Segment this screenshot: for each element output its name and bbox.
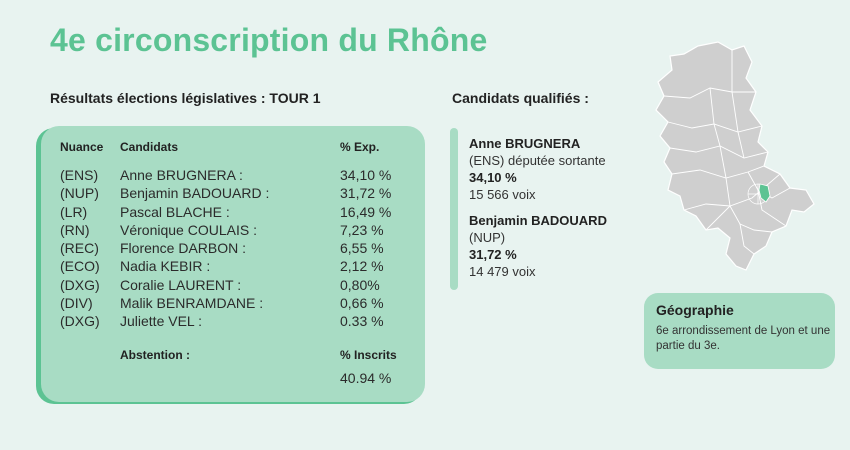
qualified-votes: 15 566 voix: [469, 187, 536, 202]
pct-value: 6,55 %: [340, 240, 384, 257]
geography-text: 6e arrondissement de Lyon et une partie du 3e.: [656, 325, 831, 352]
header-candidates: Candidats: [120, 140, 179, 154]
pct-value: 31,72 %: [340, 185, 392, 202]
candidate-name: Véronique COULAIS :: [120, 221, 257, 238]
nuance-cell: (DXG): [60, 313, 100, 330]
pct-value: 34,10 %: [340, 167, 392, 183]
nuance-cell: (RN): [60, 221, 90, 238]
nuance-cell: (LR): [60, 203, 88, 220]
candidate-name: Florence DARBON :: [120, 240, 247, 257]
nuance-cell: (ECO): [60, 258, 100, 275]
nuance-column: [60, 166, 100, 331]
qualified-heading: Candidats qualifiés :: [452, 90, 589, 106]
nuance-cell: (NUP): [60, 185, 99, 202]
abstention-value: 40.94 %: [340, 370, 392, 386]
qualified-name: Anne BRUGNERA: [469, 136, 581, 151]
pct-value: 2,12 %: [340, 258, 384, 275]
qualified-party: (ENS) députée sortante: [469, 153, 606, 168]
candidate-name: Coralie LAURENT :: [120, 276, 242, 293]
pct-value: 7,23 %: [340, 221, 384, 238]
rhone-map: [640, 40, 820, 276]
nuance-cell: (DIV): [60, 295, 93, 312]
geography-title: Géographie: [656, 302, 734, 318]
candidate-name: Pascal BLACHE :: [120, 203, 230, 220]
pct-column: [340, 166, 391, 331]
nuance-cell: (DXG): [60, 276, 100, 293]
qualified-candidate: [469, 135, 606, 203]
qualified-accent-bar: [450, 128, 458, 290]
nuance-cell: (ENS): [60, 167, 99, 183]
qualified-name: Benjamin BADOUARD: [469, 213, 607, 228]
candidate-column: [120, 166, 269, 331]
pct-value: 0,66 %: [340, 295, 384, 312]
page-title: 4e circonscription du Rhône: [50, 22, 488, 58]
pct-value: 16,49 %: [340, 203, 392, 220]
rhone-department-outline: [656, 42, 814, 270]
pct-value: 0.33 %: [340, 313, 384, 330]
qualified-party: (NUP): [469, 230, 506, 245]
nuance-cell: (REC): [60, 240, 99, 257]
qualified-pct: 31,72 %: [469, 247, 517, 262]
qualified-candidate: [469, 212, 607, 280]
qualified-pct: 34,10 %: [469, 170, 517, 185]
candidate-name: Benjamin BADOUARD :: [120, 185, 270, 202]
candidate-name: Anne BRUGNERA :: [120, 167, 243, 183]
candidate-name: Malik BENRAMDANE :: [120, 295, 264, 312]
qualified-votes: 14 479 voix: [469, 264, 536, 279]
candidate-name: Juliette VEL :: [120, 313, 202, 330]
abstention-label: Abstention :: [120, 348, 190, 362]
abstention-header: % Inscrits: [340, 348, 397, 362]
header-nuance: Nuance: [60, 140, 104, 154]
pct-value: 0,80%: [340, 276, 380, 293]
candidate-name: Nadia KEBIR :: [120, 258, 211, 275]
header-pct: % Exp.: [340, 140, 380, 154]
results-heading: Résultats élections législatives : TOUR 1: [50, 90, 321, 106]
